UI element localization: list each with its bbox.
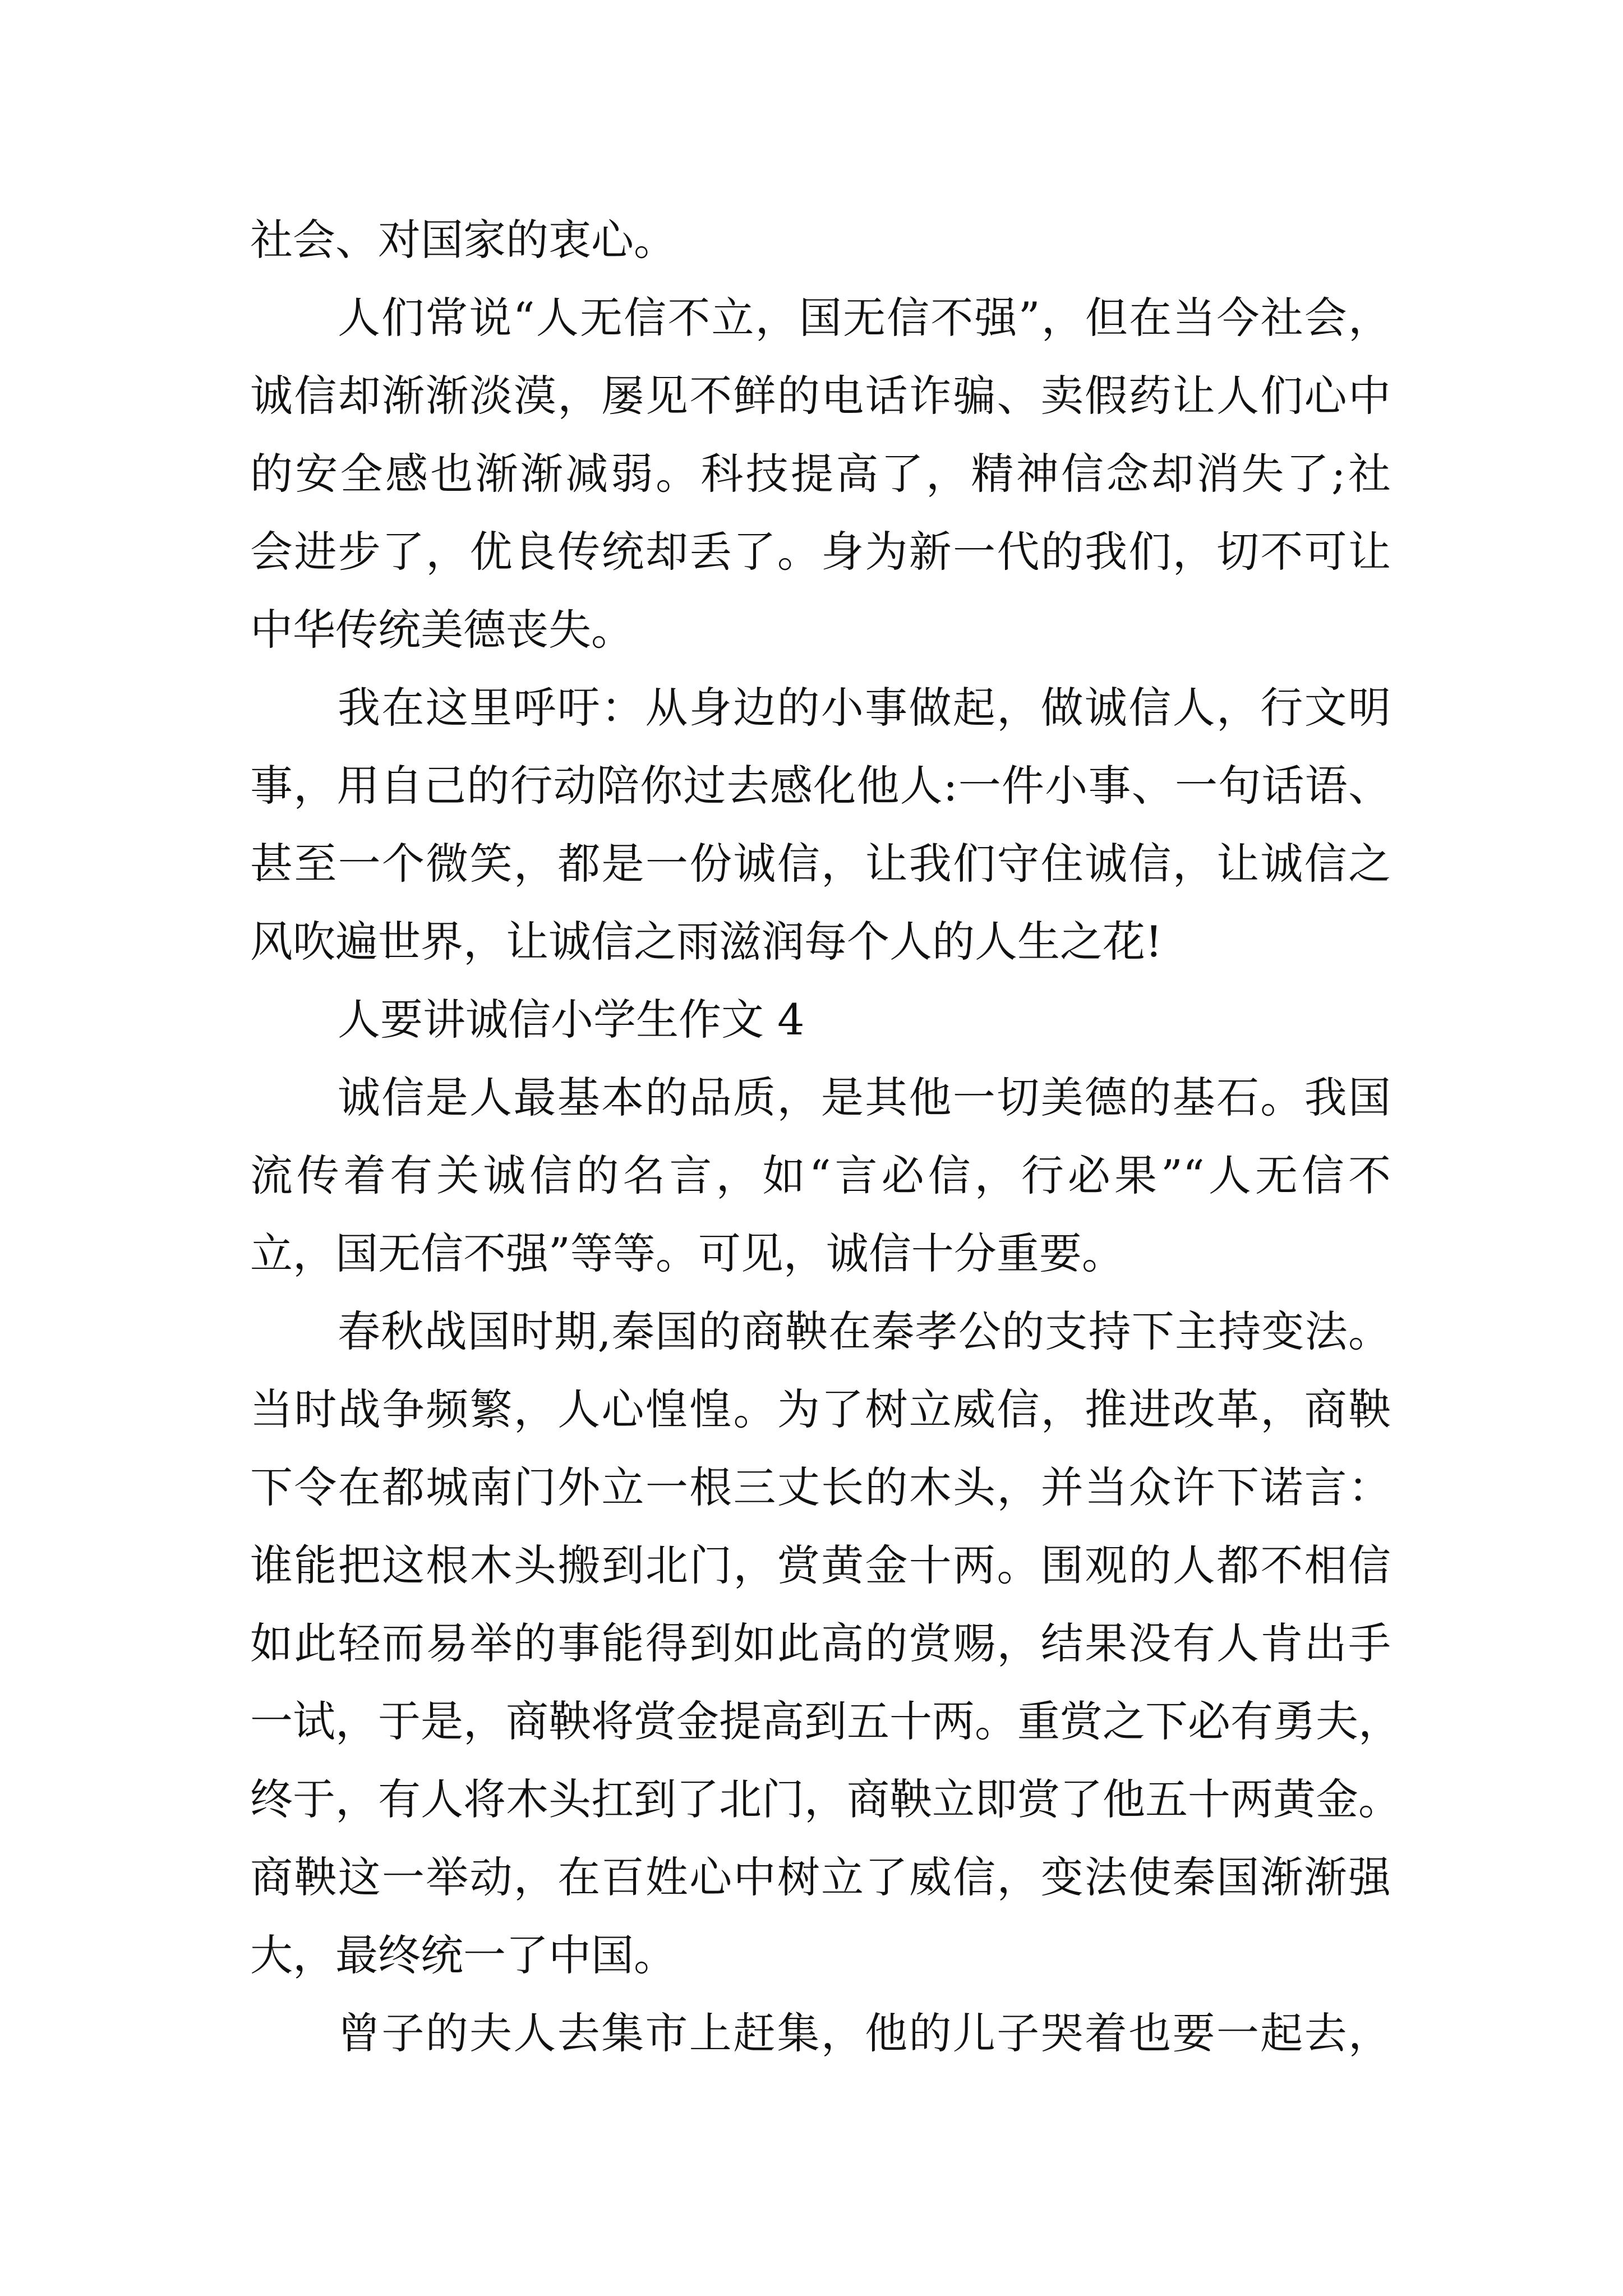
text-line: 事，用自己的行动陪你过去感化他人:一件小事、一句话语、 xyxy=(250,761,1391,811)
section-title-text: 人要讲诚信小学生作文 4 xyxy=(338,995,805,1045)
text-line: 诚信却渐渐淡漠，屡见不鲜的电话诈骗、卖假药让人们心中 xyxy=(250,371,1391,421)
section-title xyxy=(250,981,1391,1059)
paragraph xyxy=(250,1292,1401,1994)
text-line: 如此轻而易举的事能得到如此高的赏赐，结果没有人肯出手 xyxy=(250,1618,1391,1668)
text-line: 会进步了，优良传统却丢了。身为新一代的我们，切不可让 xyxy=(250,527,1391,577)
paragraph xyxy=(250,201,1391,279)
text-line: 社会、对国家的衷心。 xyxy=(250,215,676,265)
text-line: 立，国无信不强”等等。可见，诚信十分重要。 xyxy=(250,1228,1124,1278)
paragraph xyxy=(250,669,1391,981)
text-line: 大，最终统一了中国。 xyxy=(250,1930,676,1980)
text-line: 甚至一个微笑，都是一份诚信，让我们守住诚信，让诚信之 xyxy=(250,839,1391,889)
paragraph xyxy=(250,1059,1391,1292)
text-line: 一试，于是，商鞅将赏金提高到五十两。重赏之下必有勇夫， xyxy=(250,1696,1401,1746)
text-line: 曾子的夫人去集市上赶集，他的儿子哭着也要一起去， xyxy=(338,2008,1391,2058)
text-line: 中华传统美德丧失。 xyxy=(250,605,634,655)
text-line: 下令在都城南门外立一根三丈长的木头，并当众许下诺言： xyxy=(250,1462,1391,1512)
text-line: 风吹遍世界，让诚信之雨滋润每个人的人生之花! xyxy=(250,917,1163,967)
text-line: 春秋战国时期,秦国的商鞅在秦孝公的支持下主持变法。 xyxy=(338,1306,1391,1356)
text-line: 当时战争频繁，人心惶惶。为了树立威信，推进改革，商鞅 xyxy=(250,1384,1391,1434)
text-line: 谁能把这根木头搬到北门，赏黄金十两。围观的人都不相信 xyxy=(250,1540,1391,1590)
paragraph xyxy=(250,1994,1391,2072)
text-line: 我在这里呼吁：从身边的小事做起，做诚信人，行文明 xyxy=(338,683,1391,733)
text-line: 的安全感也渐渐减弱。科技提高了，精神信念却消失了;社 xyxy=(250,449,1391,499)
text-line: 流传着有关诚信的名言，如“言必信，行必果”“人无信不 xyxy=(250,1151,1391,1200)
text-line: 终于，有人将木头扛到了北门，商鞅立即赏了他五十两黄金。 xyxy=(250,1774,1401,1824)
text-line: 人们常说“人无信不立，国无信不强”，但在当今社会， xyxy=(338,293,1391,343)
document-body xyxy=(250,201,1401,2072)
paragraph xyxy=(250,279,1391,669)
text-line: 诚信是人最基本的品质，是其他一切美德的基石。我国 xyxy=(338,1073,1391,1122)
text-line: 商鞅这一举动，在百姓心中树立了威信，变法使秦国渐渐强 xyxy=(250,1852,1391,1902)
